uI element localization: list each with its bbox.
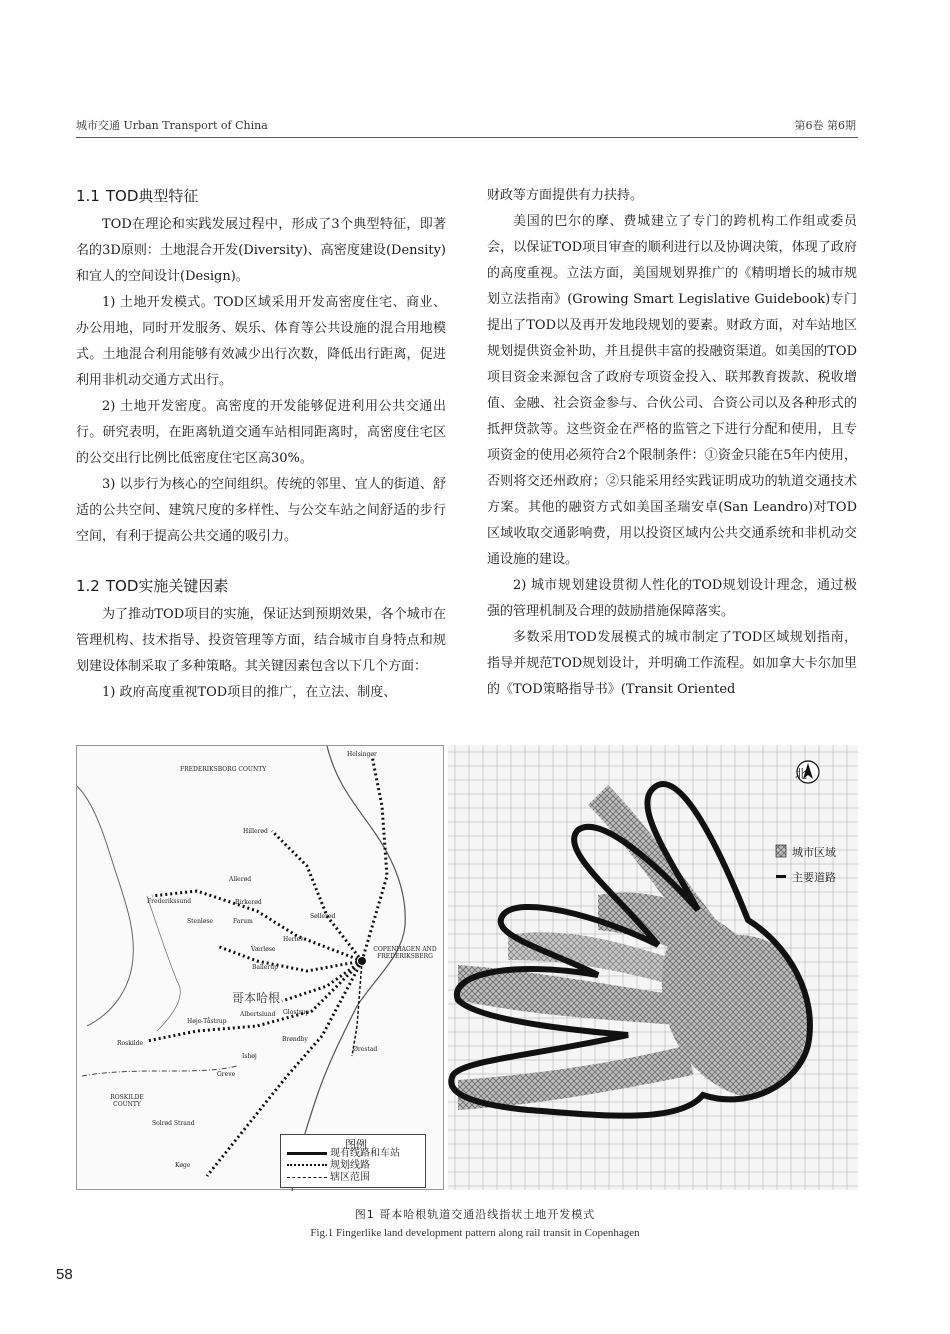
map-label: Ørestad <box>353 1046 378 1053</box>
map-label: Solrød Strand <box>152 1120 195 1127</box>
paragraph: 2) 城市规划建设贯彻人性化的TOD规划设计理念，通过极强的管理机制及合理的鼓励措施保障落实。 <box>487 578 857 619</box>
paragraph: 为了推动TOD项目的实施，保证达到预期效果，各个城市在管理机构、技术指导、投资管理等方面，结合城市自身特点和规划建设体制采取了多种策略。其关键因素包含以下几个方面： <box>76 607 446 674</box>
map-label: Værløse <box>251 946 276 953</box>
map-label: Roskilde <box>117 1040 144 1047</box>
paragraph: 1) 政府高度重视TOD项目的推广，在立法、制度、 <box>102 685 397 700</box>
section-title: TOD典型特征 <box>105 187 199 205</box>
map-label: Søllerød <box>310 913 336 920</box>
figure-caption-en: Fig.1 Fingerlike land development pattern along rail transit in Copenhagen <box>310 1227 640 1239</box>
legend-urban-label: 城市区域 <box>792 846 836 859</box>
header-rule <box>76 137 858 138</box>
map-label: COPENHAGEN AND FREDERIKSBERG <box>373 946 437 960</box>
section-number: 1.2 <box>76 577 100 595</box>
map-label: FREDERIKSBORG COUNTY <box>180 766 267 773</box>
map-label: Brøndby <box>282 1036 308 1043</box>
map-legend <box>280 1134 426 1188</box>
finger-plan-map <box>448 745 858 1190</box>
map-label: Høje-Tåstrup <box>187 1018 227 1025</box>
legend-existing <box>287 1148 400 1160</box>
map-label: Frederikssund <box>147 898 192 905</box>
north-label: 北 <box>795 767 808 781</box>
map-label: Birkerød <box>235 899 262 906</box>
paragraph: 2) 土地开发密度。高密度的开发能够促进利用公共交通出行。研究表明，在距离轨道交通车站相同距离时，高密度住宅区的公交出行比例比低密度住宅区高30%。 <box>76 399 446 466</box>
legend-planned <box>287 1160 370 1172</box>
section-number: 1.1 <box>76 187 100 205</box>
map-label: Ishøj <box>242 1053 257 1060</box>
finger-plan-drawing <box>448 745 858 1190</box>
paragraph: 3) 以步行为核心的空间组织。传统的邻里、宜人的街道、舒适的公共空间、建筑尺度的多样性、与公交车站之间舒适的步行空间，有利于提高公共交通的吸引力。 <box>76 477 446 544</box>
legend-title: 图例 <box>345 1138 367 1151</box>
map-label: Greve <box>217 1071 236 1078</box>
issue-number: 第6卷 第6期 <box>794 119 856 132</box>
page-number: 58 <box>56 1266 73 1283</box>
legend-planned-label: 规划线路 <box>330 1160 370 1171</box>
left-column <box>76 183 446 706</box>
right-column <box>487 183 857 703</box>
map-label: Albertslund <box>240 1011 276 1018</box>
paragraph: 美国的巴尔的摩、费城建立了专门的跨机构工作组或委员会，以保证TOD项目审查的顺利进行以及协调决策，体现了政府的高度重视。立法方面，美国规划界推广的《精明增长的城市规划立法指南》(Growing Smart Legislative Guidebook)专门提出了TOD以及再开发地段规划的要素。财政方面，对车站地区规划提供资金补助，并且提供丰富的投融资渠道。如美国的TOD项目资金来源包含了政府专项资金投入、联邦教育拨款、税收增值、金融、社会资金参与、合伙公司、合资公司以及各种形式的抵押贷款等。这些资金在严格的监管之下进行分配和使用，且专项资金的使用必须符合2个限制条件：①资金只能在5年内使用，否则将交还州政府；②只能采用经实践证明成功的轨道交通技术方案。其他的融资方式如美国圣瑞安卓(San Leandro)对TOD区域收取交通影响费，用以投资区域内公共交通系统和非机动交通设施的建设。 <box>487 214 857 567</box>
figure-caption-cn: 图1 哥本哈根轨道交通沿线指状土地开发模式 <box>354 1208 596 1221</box>
section-heading-1-2 <box>76 573 446 600</box>
paragraph: 多数采用TOD发展模式的城市制定了TOD区域规划指南，指导并规范TOD规划设计，并明确工作流程。如加拿大卡尔加里的《TOD策略指导书》(Transit Oriented <box>487 630 857 697</box>
paragraph: 财政等方面提供有力扶持。 <box>487 188 644 203</box>
map-label: Køge <box>175 1162 191 1169</box>
map-label-city: 哥本哈根 <box>232 991 281 1005</box>
map-label: Ballerup <box>252 964 278 971</box>
paragraph: 1) 土地开发模式。TOD区域采用开发高密度住宅、商业、办公用地，同时开发服务、娱乐、体育等公共设施的混合用地模式。土地混合利用能够有效减少出行次数，降低出行距离，促进利用非机动交通方式出行。 <box>76 295 446 388</box>
figure-1 <box>76 745 858 1190</box>
journal-name: 城市交通 Urban Transport of China <box>76 119 268 132</box>
map-label: Stenløse <box>187 918 214 925</box>
rail-network-map <box>76 745 444 1190</box>
map-label: Allerød <box>229 876 252 883</box>
legend-road-label: 主要道路 <box>792 871 836 884</box>
paragraph: TOD在理论和实践发展过程中，形成了3个典型特征，即著名的3D原则：土地混合开发(Diversity)、高密度建设(Density)和宜人的空间设计(Design)。 <box>76 217 446 284</box>
map-label: Herlev <box>283 936 304 943</box>
map-label: Helsingør <box>347 751 377 758</box>
map-label: Hillerød <box>243 828 268 835</box>
map-label: ROSKILDE COUNTY <box>110 1094 144 1108</box>
section-heading-1-1 <box>76 183 446 210</box>
section-title: TOD实施关键因素 <box>105 577 229 595</box>
legend-existing-label: 现有线路和车站 <box>330 1148 400 1159</box>
map-label: Glostrup <box>283 1009 310 1016</box>
legend-boundary <box>287 1172 370 1184</box>
legend-boundary-label: 辖区范围 <box>330 1172 370 1183</box>
map-label: Farum <box>233 918 253 925</box>
